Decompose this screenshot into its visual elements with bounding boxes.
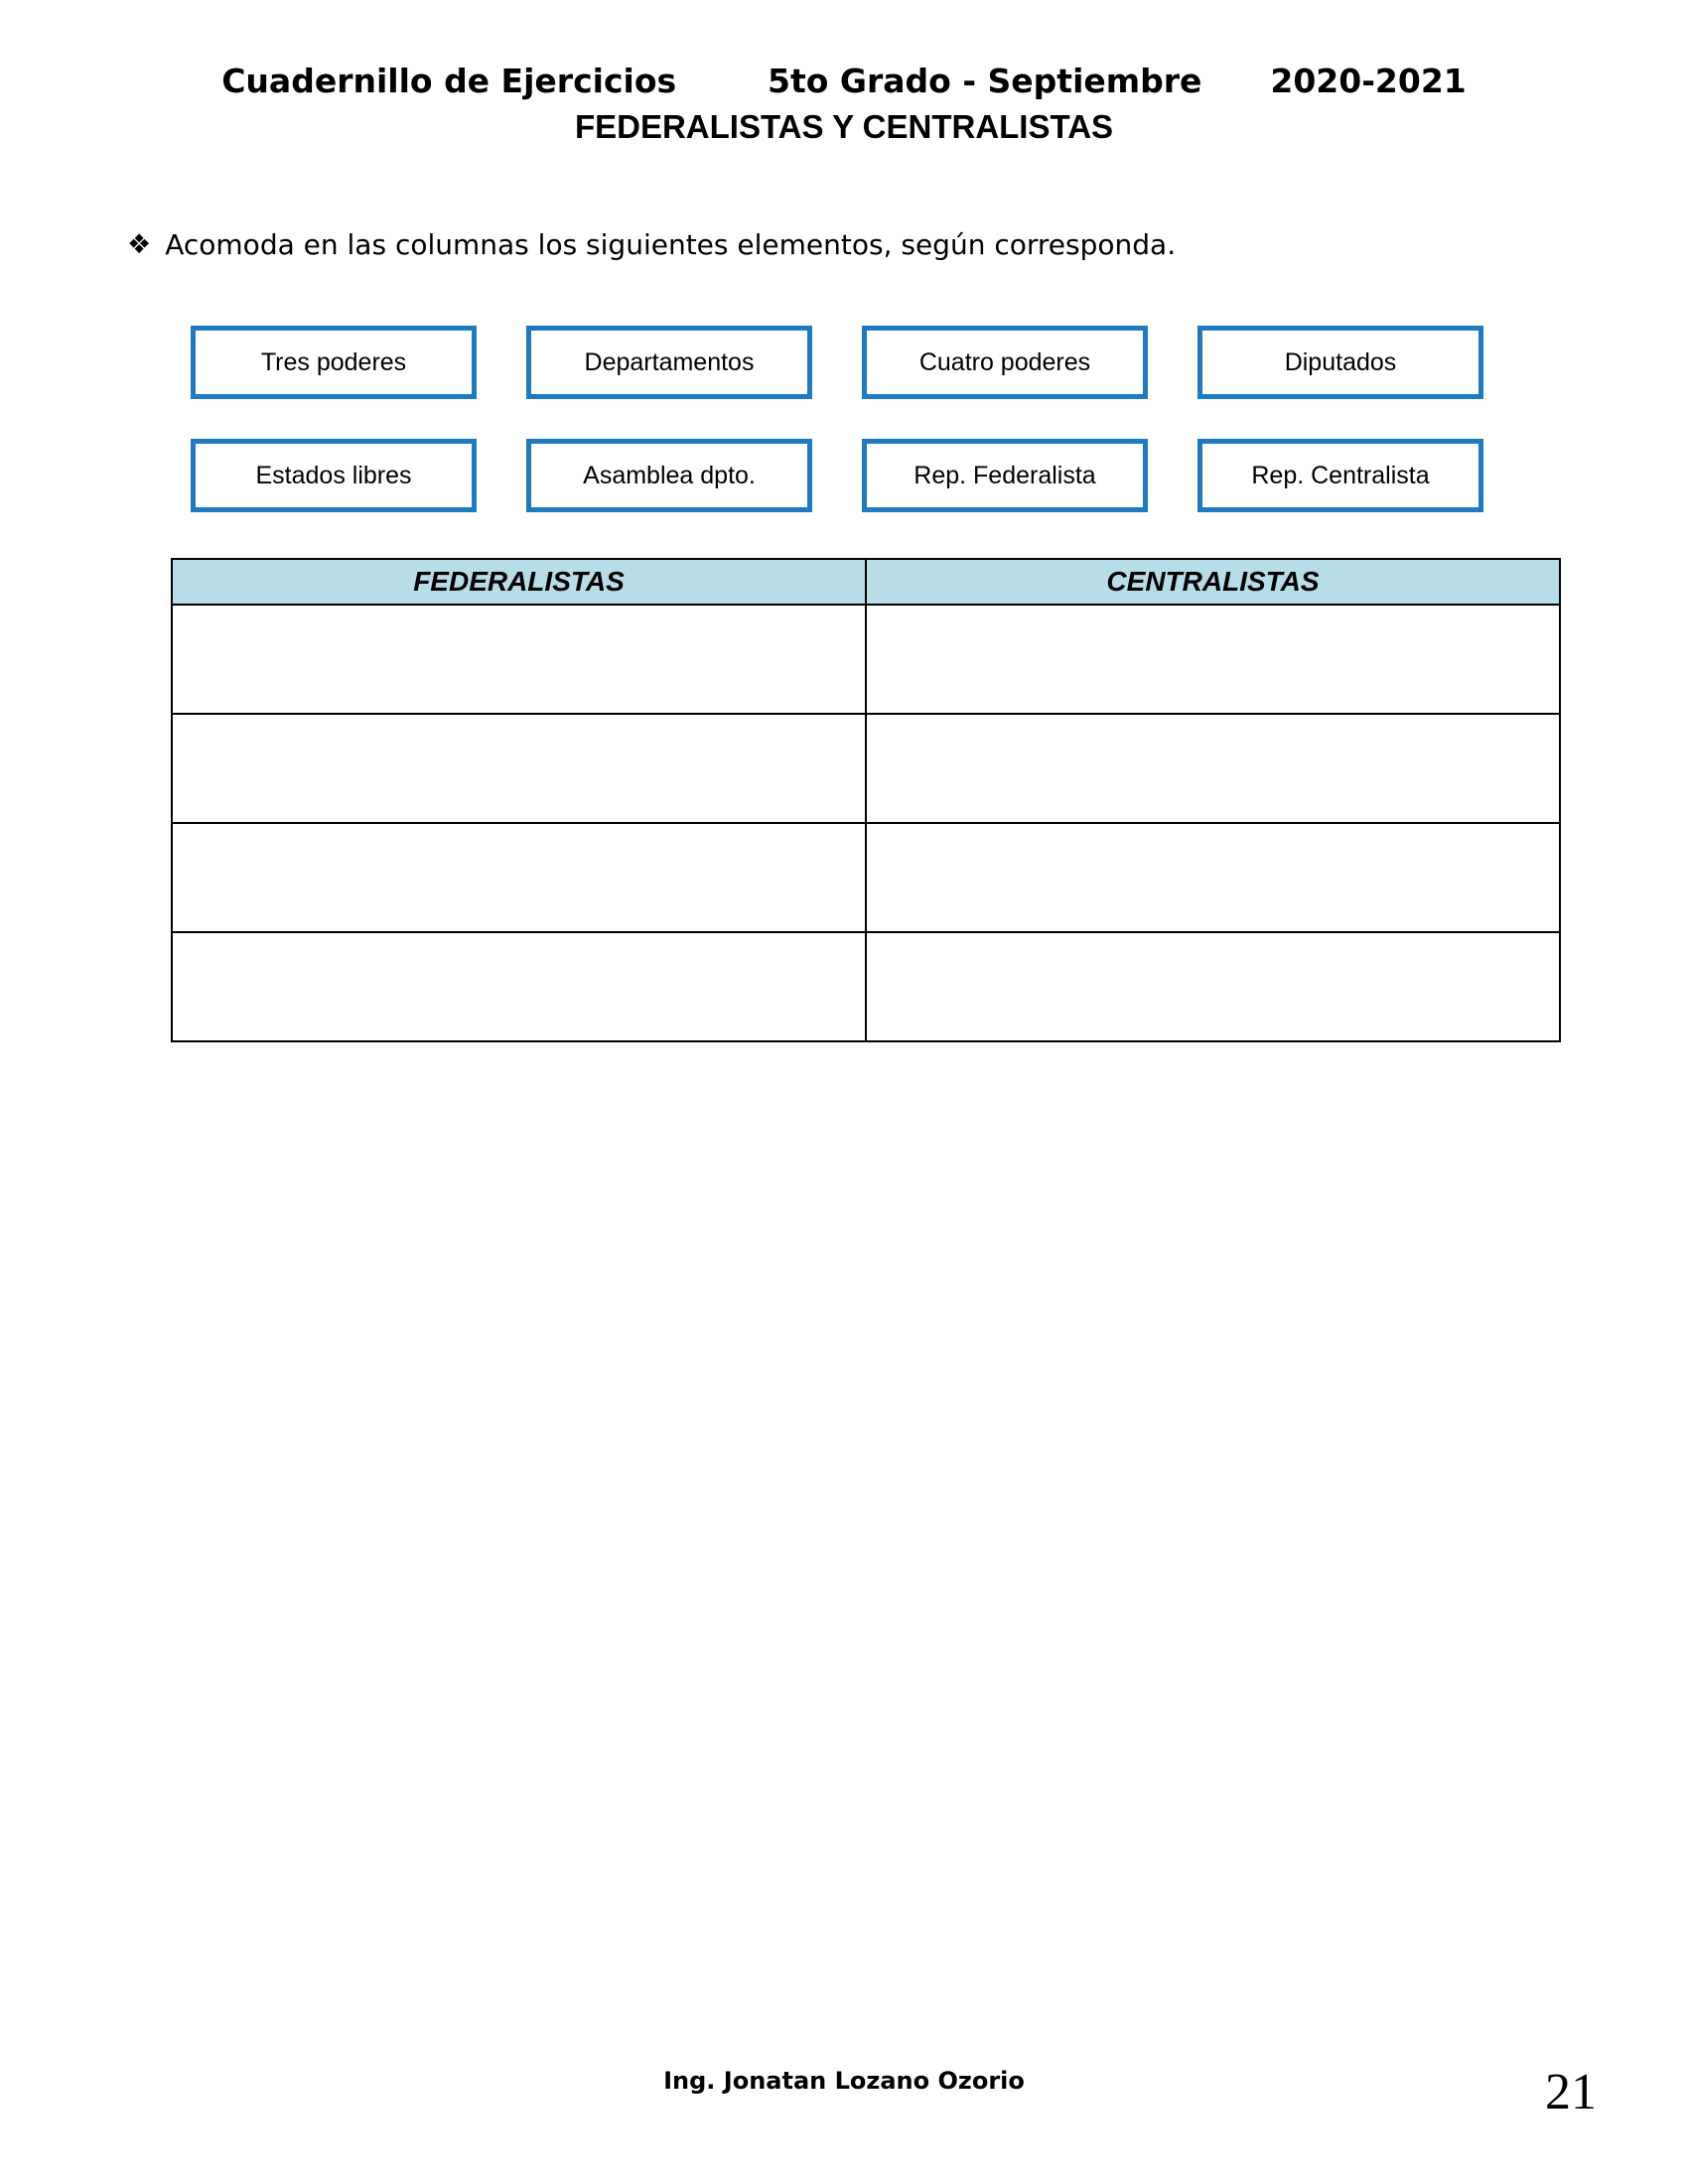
page-number: 21 [1545,2064,1597,2120]
column-header-federalistas: FEDERALISTAS [172,559,866,605]
answer-cell[interactable] [866,605,1560,714]
word-chip[interactable]: Rep. Federalista [862,439,1148,512]
table-row [172,714,1560,823]
answer-cell[interactable] [866,714,1560,823]
word-chip[interactable]: Estados libres [191,439,477,512]
word-chip[interactable]: Cuatro poderes [862,326,1148,399]
answer-cell[interactable] [172,714,866,823]
diamond-bullet-icon: ❖ [127,229,152,260]
footer-author: Ing. Jonatan Lozano Ozorio [663,2067,1025,2095]
answer-cell[interactable] [172,605,866,714]
word-chip[interactable]: Tres poderes [191,326,477,399]
word-chip[interactable]: Asamblea dpto. [526,439,812,512]
page-title: FEDERALISTAS Y CENTRALISTAS [574,108,1114,145]
table-row [172,605,1560,714]
table-header-row [172,559,1560,605]
classification-table [171,558,1561,1042]
page-header [0,62,1688,146]
answer-cell[interactable] [172,823,866,932]
word-chip-row-1 [191,326,1483,399]
header-subtitle: Cuadernillo de Ejercicios 5to Grado - Septiembre 2020-2021 [221,62,1467,100]
answer-cell[interactable] [866,932,1560,1041]
answer-cell[interactable] [172,932,866,1041]
column-header-centralistas: CENTRALISTAS [866,559,1560,605]
instruction-text: Acomoda en las columnas los siguientes elementos, según corresponda. [165,228,1177,261]
classification-table-wrapper [171,558,1561,1042]
word-chip[interactable]: Diputados [1197,326,1483,399]
table-row [172,932,1560,1041]
word-chip[interactable]: Rep. Centralista [1197,439,1483,512]
word-chip[interactable]: Departamentos [526,326,812,399]
table-row [172,823,1560,932]
word-chip-row-2 [191,439,1483,512]
answer-cell[interactable] [866,823,1560,932]
instruction-block [127,228,1567,262]
